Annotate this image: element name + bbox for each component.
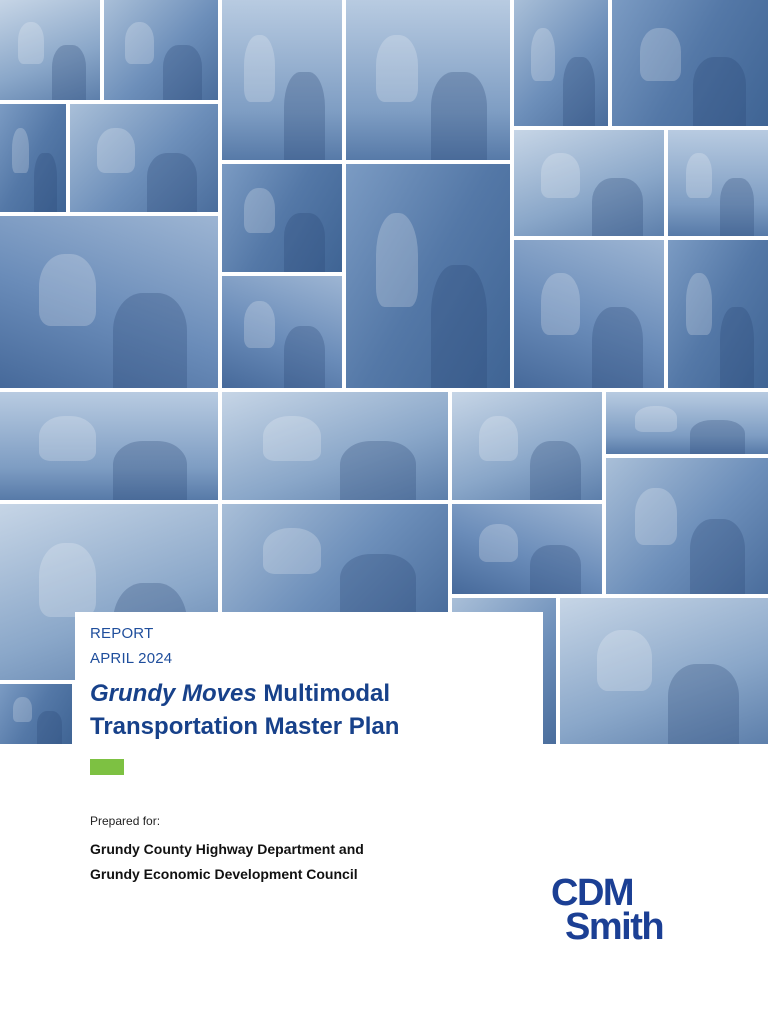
photo-tile	[0, 392, 218, 500]
photo-tile	[346, 164, 510, 388]
photo-tile	[222, 0, 342, 160]
document-title	[90, 677, 530, 743]
photo-tile	[612, 0, 768, 126]
photo-tile	[222, 276, 342, 388]
photo-tile	[0, 216, 218, 388]
photo-tile	[346, 0, 510, 160]
photo-tile	[452, 504, 602, 594]
photo-tile	[668, 240, 768, 388]
cdm-smith-logo	[551, 872, 701, 948]
photo-tile	[514, 0, 608, 126]
photo-tile	[668, 130, 768, 236]
report-type-label: REPORT	[90, 625, 154, 642]
photo-tile	[222, 392, 448, 500]
photo-tile	[514, 130, 664, 236]
prepared-for-label: Prepared for:	[90, 814, 161, 828]
photo-tile	[222, 504, 448, 614]
logo-line-cdm: CDM	[551, 872, 634, 914]
photo-tile	[222, 164, 342, 272]
report-date: APRIL 2024	[90, 650, 173, 667]
client-name-line-2: Grundy Economic Development Council	[90, 866, 358, 882]
document-title-rest: Multimodal Transportation Master Plan	[90, 680, 400, 740]
logo-line-smith: Smith	[565, 906, 664, 948]
photo-tile	[452, 392, 602, 500]
document-title-italic: Grundy Moves	[90, 680, 257, 707]
photo-tile	[0, 104, 66, 212]
photo-tile	[606, 392, 768, 454]
green-accent-bar	[90, 759, 124, 775]
photo-tile	[70, 104, 218, 212]
photo-tile	[560, 598, 768, 744]
photo-tile	[0, 0, 100, 100]
client-name-line-1: Grundy County Highway Department and	[90, 841, 364, 857]
photo-tile	[0, 684, 72, 744]
photo-tile	[606, 458, 768, 594]
photo-tile	[514, 240, 664, 388]
photo-tile	[104, 0, 218, 100]
